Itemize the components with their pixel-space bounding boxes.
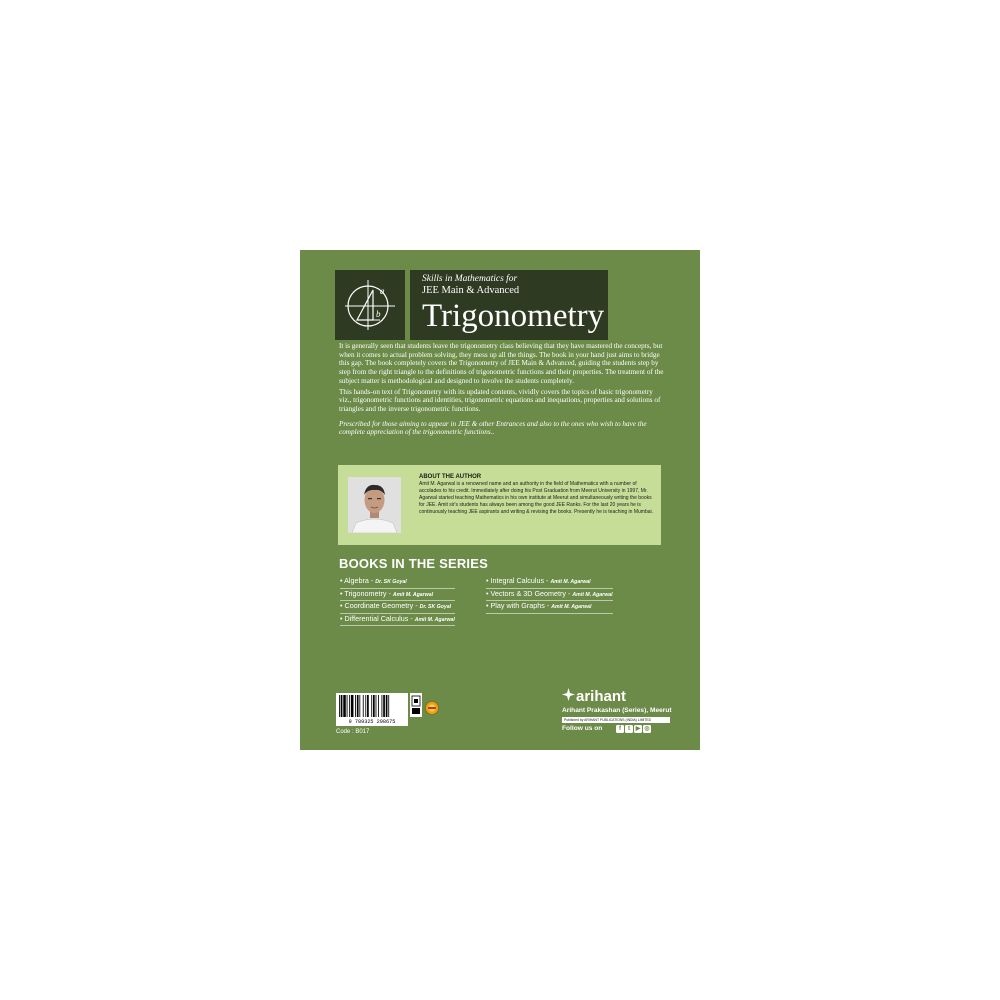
book-name: Algebra	[344, 576, 369, 585]
book-author: Amit M. Agarwal	[414, 616, 455, 623]
book-list-item: • Vectors & 3D Geometry - Amit M. Agarwal	[486, 589, 613, 602]
twitter-icon[interactable]: t	[625, 725, 633, 733]
triangle-circle-logo-icon	[335, 270, 405, 340]
description-paragraph: It is generally seen that students leave the trigonometry class believing that they have mastered the concepts, but when it comes to actual problem solving, they mess up all the things. The book in your hand just aims to bridge this gap. The book completely covers the Trigonometry of JEE Main & Advanced, guiding the students step by step from the right triangle to the definitions of trigonometric functions and their properties. The treatment of the subject matter is methodological and designed to involve the students completely.	[339, 342, 664, 385]
exam-label: JEE Main & Advanced	[422, 285, 520, 296]
barcode-digits: 9 789325 298675	[348, 719, 396, 725]
barcode	[336, 693, 408, 726]
publisher-block	[562, 688, 692, 748]
book-list-item: • Play with Graphs - Amit M. Agarwal	[486, 601, 613, 614]
product-symbol-icon	[410, 693, 422, 717]
facebook-icon[interactable]: f	[616, 725, 624, 733]
book-code: Code : B017	[336, 729, 370, 735]
author-portrait-icon	[348, 477, 401, 533]
book-name: Trigonometry	[344, 588, 387, 598]
book-list-item: • Coordinate Geometry - Dr. SK Goyal	[340, 601, 455, 614]
books-list-right	[486, 576, 613, 614]
author-text	[419, 473, 655, 516]
books-series-heading: BOOKS IN THE SERIES	[339, 556, 488, 571]
barcode-bars-icon	[336, 693, 408, 719]
series-logo	[335, 270, 405, 340]
arihant-star-icon	[562, 688, 575, 701]
book-author: Amit M. Agarwal	[551, 604, 592, 610]
book-name: Vectors & 3D Geometry	[490, 588, 567, 598]
book-list-item: • Algebra - Dr. SK Goyal	[340, 576, 455, 589]
book-author: Amit M. Agarwal	[392, 591, 434, 598]
title-panel	[410, 270, 608, 340]
book-list-item: • Trigonometry - Amit M. Agarwal	[340, 589, 455, 602]
book-name: Differential Calculus	[344, 613, 409, 623]
logo-letter-a: a	[380, 286, 385, 296]
author-photo	[348, 477, 401, 533]
prescribed-note: Prescribed for those aiming to appear in JEE & other Entrances and also to the ones who wish to have the complete appreciation of the trigonometric functions..	[339, 419, 647, 437]
arihant-logo	[562, 688, 626, 706]
series-label: Skills in Mathematics for	[422, 274, 518, 284]
book-back-cover	[300, 250, 700, 750]
author-bio: Amit M. Agarwal is a renowned name and an authority in the field of Mathematics with a number of accolades to his credit. Immediately after doing his Post Graduation from Meerut University in 1997, Mr. Agarwal started teaching Mathematics in his own institute at Meerut and simultaneously writing the books for JEE. Amit sir's students has always been among the good JEE Ranks. For the last 20 years he is continuously teaching JEE aspirants and writing & revising the books. Presently he is teaching in Mumbai.	[419, 481, 654, 515]
book-author: Amit M. Agarwal	[550, 579, 591, 585]
instagram-icon[interactable]: ◎	[644, 726, 650, 732]
book-author: Dr. SK Goyal	[375, 579, 407, 585]
publisher-name: Arihant Prakashan (Series), Meerut	[562, 707, 672, 714]
youtube-icon[interactable]: ▶	[635, 726, 641, 732]
brand-name: arihant	[576, 688, 627, 705]
book-list-item: • Differential Calculus - Amit M. Agarwal	[340, 614, 455, 627]
logo-letter-b: b	[376, 309, 381, 319]
book-title: Trigonometry	[422, 298, 605, 334]
book-list-item: • Integral Calculus - Amit M. Agarwal	[486, 576, 613, 589]
book-name: Integral Calculus	[490, 576, 545, 585]
symbol-box	[410, 693, 422, 717]
description-paragraph: This hands-on text of Trigonometry with its updated contents, vividly covers the topics of basic trigonometry viz., trigonometric functions and identities, trigonometric equations and inequations, properties and solutions of triangles and the inverse trigonometric functions.	[339, 387, 661, 413]
books-list-left	[340, 576, 455, 626]
author-heading: ABOUT THE AUTHOR	[419, 474, 482, 480]
book-name: Play with Graphs	[490, 601, 545, 610]
publisher-strip: Published by ARIHANT PUBLICATIONS (INDIA) LIMITED	[562, 717, 670, 723]
book-author: Amit M. Agarwal	[572, 591, 613, 598]
book-author: Dr. SK Goyal	[419, 604, 452, 610]
book-description	[339, 342, 664, 439]
follow-us-label: Follow us on	[562, 725, 603, 732]
award-badge-icon	[425, 701, 439, 715]
book-name: Coordinate Geometry	[344, 601, 414, 610]
about-author-box	[338, 465, 661, 545]
